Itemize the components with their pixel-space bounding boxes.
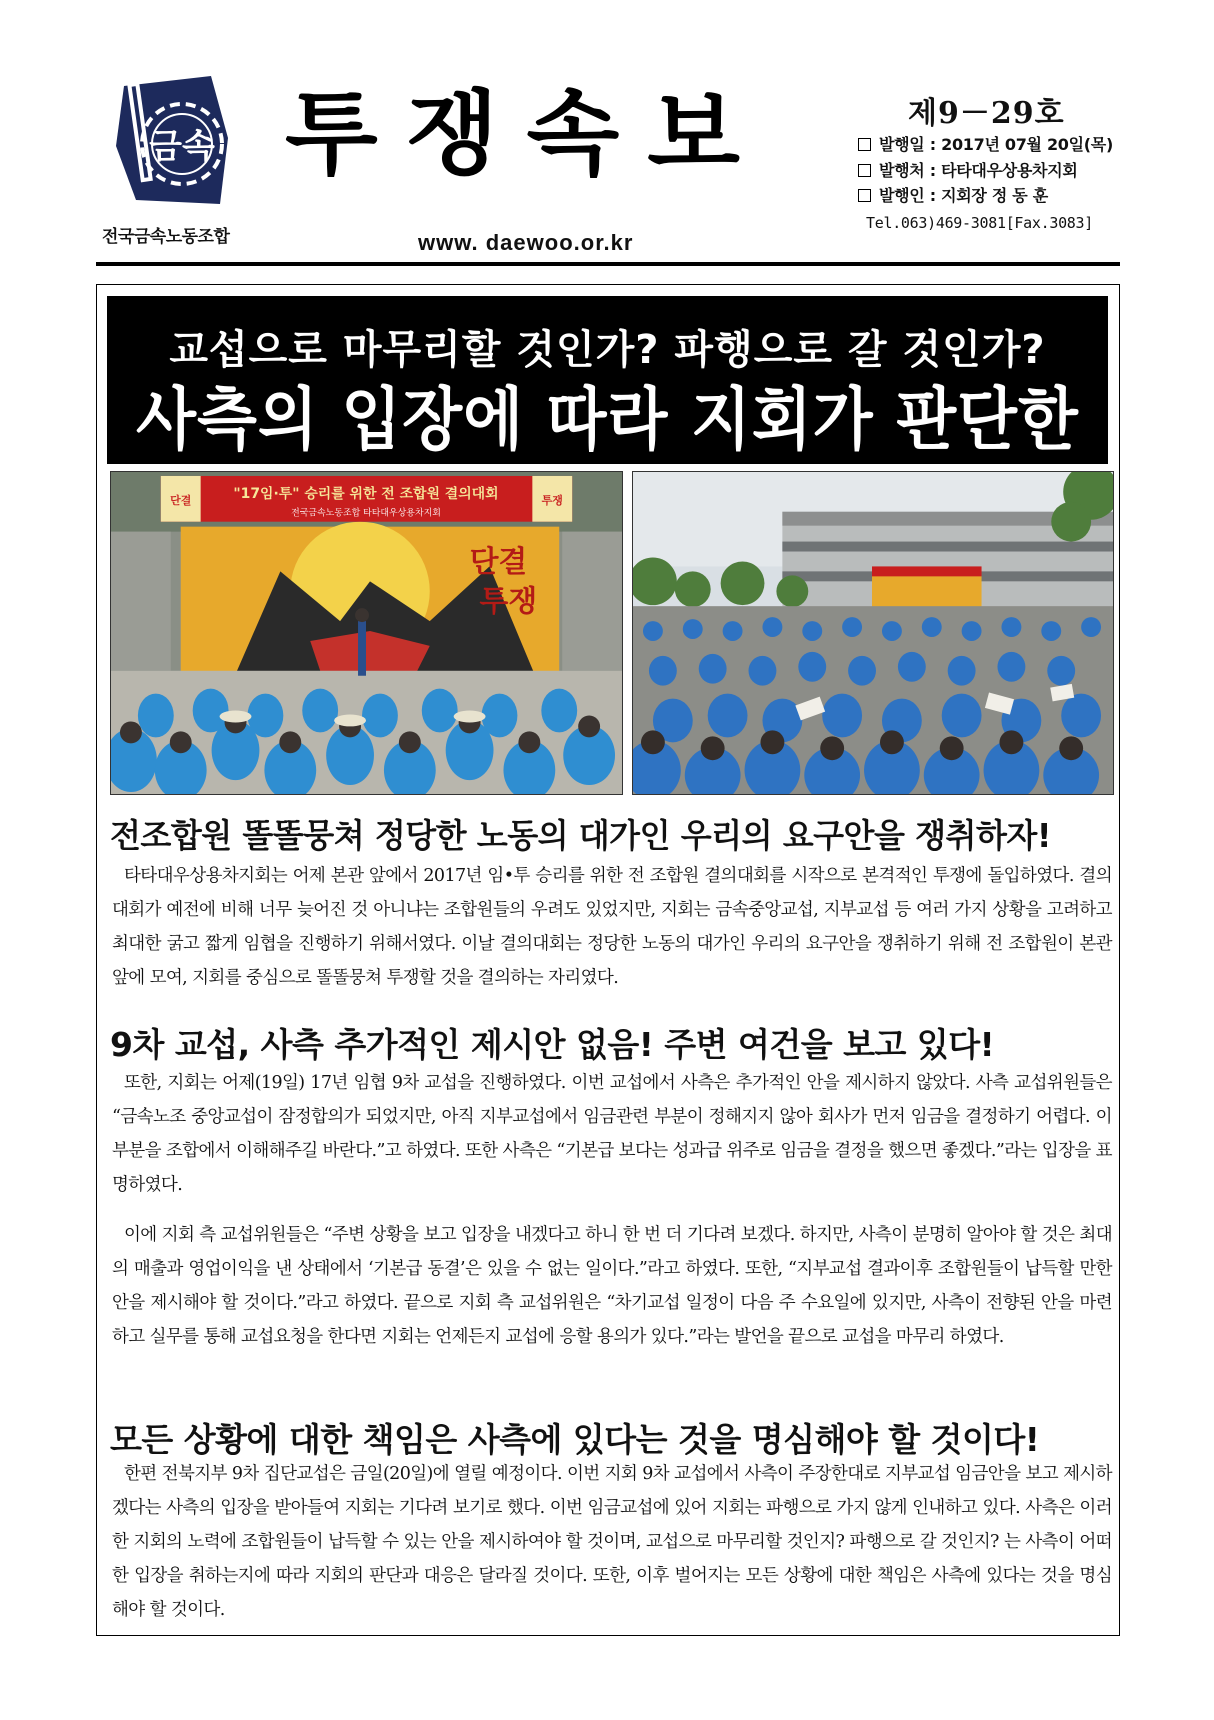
issuer: 발행인 : 지회장 정 동 훈 [858,183,1048,206]
svg-text:투쟁: 투쟁 [479,584,538,620]
contact-phone: Tel.063)469-3081[Fax.3083] [866,214,1094,232]
paragraph-3: 이에 지회 측 교섭위원들은 “주변 상황을 보고 입장을 내겠다고 하니 한 번 더 기다려 보겠다. 하지만, 사측이 분명히 알아야 할 것은 최대의 매출과 영업이익을 낸 상태에서 ‘기본급 동결’은 있을 수 없는 일이다.”라고 하였다. 또한, “지부교섭 결과이후 조합원들이 납득할 만한 안을 제시해야 할 것이다.”라고 하였다. 끝으로 지회 측 교섭위원은 “차기교섭 일정이 다음 주 수요일에 있지만, 사측이 전향된 안을 마련하고 실무를 통해 교섭요청을 한다면 지회는 언제든지 교섭에 응할 용의가 있다.”라는 발언을 끝으로 교섭을 마무리 하였다. [112,1225,1112,1347]
union-name: 전국금속노동조합 [102,227,230,247]
svg-text:금속: 금속 [149,127,215,167]
checkbox-icon [858,164,871,177]
paragraph-2: 또한, 지회는 어제(19일) 17년 임협 9차 교섭을 진행하였다. 이번 교섭에서 사측은 추가적인 안을 제시하지 않았다. 사측 교섭위원들은 “금속노조 중앙교섭이 잠정합의가 되었지만, 아직 지부교섭에서 임금관련 부분이 정해지지 않아 회사가 먼저 임금을 결정하기 어렵다. 이 부분을 조합에서 이해해주길 바란다.”고 하였다. 또한 사측은 “기본급 보다는 성과급 위주로 임금을 결정을 했으면 좋겠다.”라는 입장을 표명하였다. [112,1073,1112,1195]
section-heading-3: 모든 상황에 대한 책임은 사측에 있다는 것을 명심해야 할 것이다! [110,1420,1040,1459]
header-divider [96,262,1120,266]
svg-text:단결: 단결 [170,493,192,507]
rally-photo-crowd [632,471,1114,795]
website-link[interactable]: www. daewoo.or.kr [418,230,634,255]
checkbox-icon [858,138,871,151]
rally-photo-stage [110,471,623,795]
svg-text:투쟁: 투쟁 [541,493,563,507]
paragraph-4: 한편 전북지부 9차 집단교섭은 금일(20일)에 열릴 예정이다. 이번 지회 9차 교섭에서 사측이 주장한대로 지부교섭 임금안을 보고 제시하겠다는 사측의 입장을 받아들여 지회는 기다려 보기로 했다. 이번 임금교섭에 있어 지회는 파행으로 가지 않게 인내하고 있다. 사측은 이러한 지회의 노력에 조합원들이 납득할 수 있는 안을 제시하여야 할 것이며, 교섭으로 마무리할 것인지? 파행으로 갈 것인지? 는 사측이 어떠한 입장을 취하는지에 따라 지회의 판단과 대응은 달라질 것이다. 또한, 이후 벌어지는 모든 상황에 대한 책임은 사측에 있다는 것을 명심해야 할 것이다. [112,1464,1112,1620]
section-heading-1: 전조합원 똘똘뭉쳐 정당한 노동의 대가인 우리의 요구안을 쟁취하자! [110,816,1051,855]
svg-text:단결: 단결 [469,544,528,580]
publish-date: 발행일 : 2017년 07월 20일(목) [858,132,1113,155]
publisher: 발행처 : 타타대우상용차지회 [858,158,1078,181]
banner-subtitle: 교섭으로 마무리할 것인가? 파행으로 갈 것인가? [169,327,1046,373]
svg-text:"17임·투" 승리를 위한 전 조합원 결의대회: "17임·투" 승리를 위한 전 조합원 결의대회 [233,485,499,502]
masthead-title: 투쟁속보 [285,79,768,188]
headline-banner [107,296,1108,464]
union-logo [116,76,236,206]
issue-number: 제9－29호 [908,96,1065,131]
svg-text:전국금속노동조합 타타대우상용차지회: 전국금속노동조합 타타대우상용차지회 [291,508,441,519]
banner-title: 사측의 입장에 따라 지회가 판단한 [136,379,1079,460]
paragraph-1: 타타대우상용차지회는 어제 본관 앞에서 2017년 임•투 승리를 위한 전 조합원 결의대회를 시작으로 본격적인 투쟁에 돌입하였다. 결의대회가 예전에 비해 너무 늦어진 것 아니냐는 조합원들의 우려도 있었지만, 지회는 금속중앙교섭, 지부교섭 등 여러 가지 상황을 고려하고 최대한 굵고 짧게 임협을 진행하기 위해서였다. 이날 결의대회는 정당한 노동의 대가인 우리의 요구안을 쟁취하기 위해 전 조합원이 본관 앞에 모여, 지회를 중심으로 똘똘뭉쳐 투쟁할 것을 결의하는 자리였다. [112,866,1112,988]
checkbox-icon [858,189,871,202]
section-heading-2: 9차 교섭, 사측 추가적인 제시안 없음! 주변 여건을 보고 있다! [110,1025,995,1064]
